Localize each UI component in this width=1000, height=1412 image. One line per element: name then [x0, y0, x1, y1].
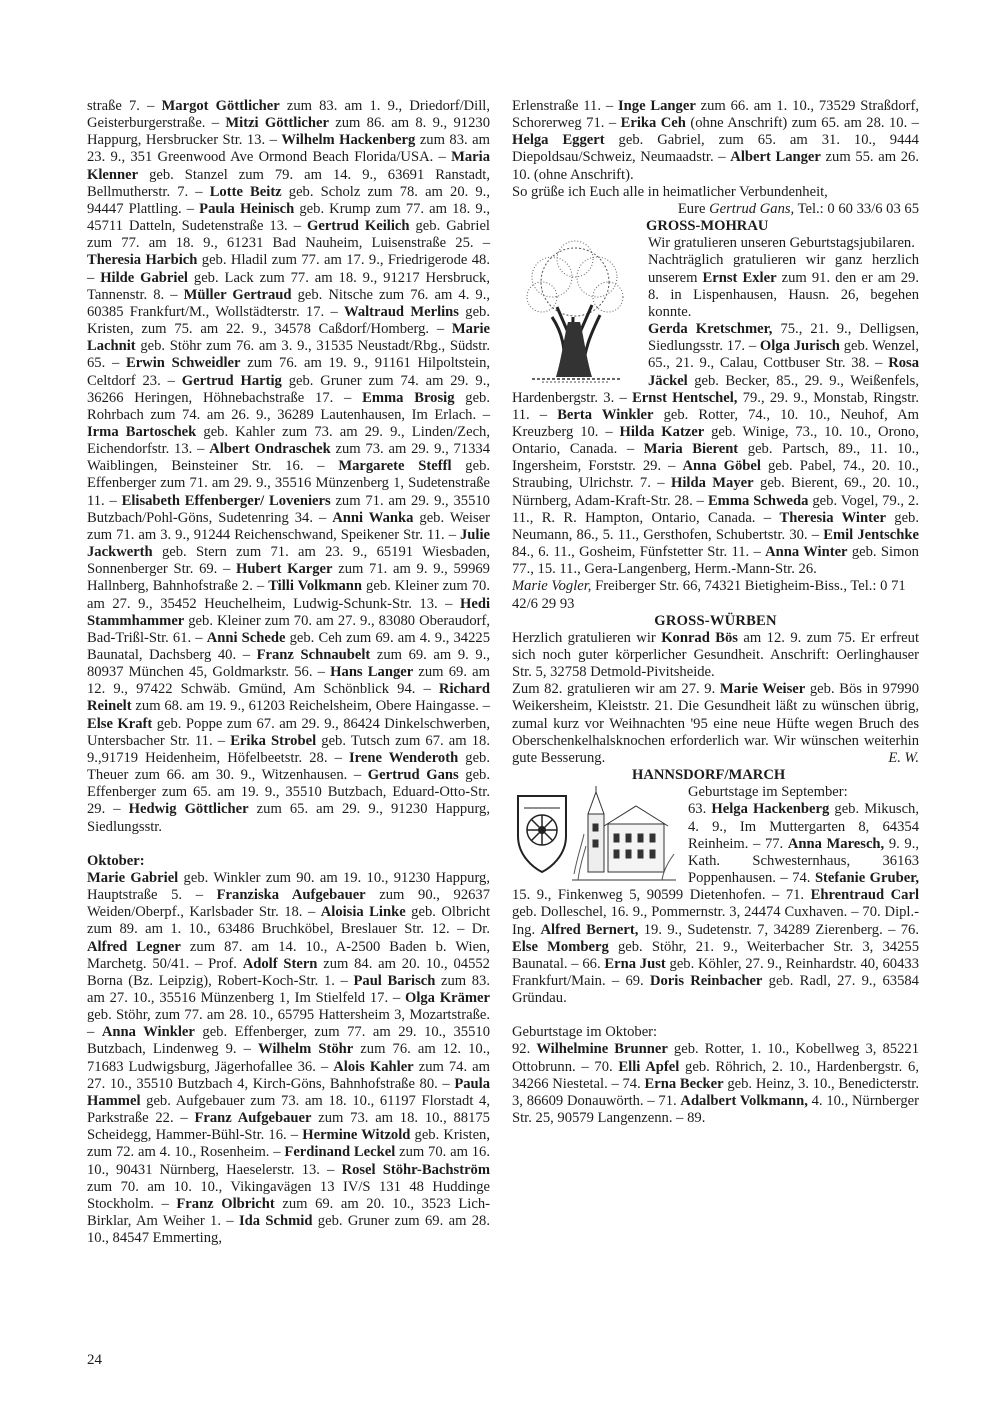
signature-prefix: Eure [677, 200, 710, 217]
hannsdorf-september-intro: Geburtstage im September: [688, 784, 848, 801]
person-name: Adalbert Volkmann, [680, 1092, 808, 1109]
gross-wuerben-paragraph-2 [512, 681, 919, 767]
person-name: Hilda Mayer [671, 475, 754, 492]
person-name: Olga Krämer [404, 989, 490, 1006]
person-name: Helga Hackenberg [711, 801, 830, 818]
person-name: Franziska Aufgebauer [216, 887, 366, 904]
person-name: Mitzi Göttlicher [225, 115, 329, 132]
person-name: Anni Wanka [332, 509, 414, 526]
person-name: Helga Eggert [512, 132, 605, 149]
hannsdorf-heading: HANNSDORF/MARCH [632, 767, 786, 784]
person-name: Ernst Hentschel, [632, 389, 738, 406]
person-name: Anni Schede [206, 629, 286, 646]
person-name: Franz Schnaubelt [256, 647, 371, 663]
person-name: Lotte Beitz [209, 183, 282, 200]
oktober-heading: Oktober: [87, 852, 145, 869]
person-name: Inge Langer [617, 98, 696, 114]
left-column [87, 98, 490, 1247]
person-name: Julie Jackwerth [87, 526, 490, 561]
person-name: Alois Kahler [333, 1058, 414, 1075]
person-name: Wilhelmine Brunner [536, 1041, 668, 1058]
right-column [512, 98, 919, 1127]
person-name: Emil Jentschke [823, 526, 919, 543]
person-name: Marie Weiser [719, 681, 806, 698]
person-name: Albert Langer [730, 149, 821, 166]
person-name: Adolf Stern [242, 955, 318, 972]
person-name: Elisabeth Effenberger/ Loveniers [121, 492, 331, 509]
person-name: Gertrud Hartig [181, 372, 282, 389]
signature-name: Gertrud Gans, [709, 200, 795, 217]
gross-wuerben-heading: GROSS-WÜRBEN [654, 612, 777, 629]
hannsdorf-october-list: 92. Wilhelmine Brunner geb. Rotter, 1. 10., Kobellweg 3, 85221 Ottobrunn. – 70. Elli Apfel geb. Röhrich, 2. 10., Hardenbergstr. 6, 34266 Niestetal. – 74. Erna Becker geb. Heinz, 3. 10., Benedicterstr. 3, 86609 Donauwörth. – 71. Adalbert Volkmann, 4. 10., Nürnberger Str. 25, 90579 Langenzenn. – 89. [512, 1041, 919, 1127]
signature-phone: Tel.: 0 60 33/6 03 65 [794, 200, 919, 217]
person-name: Erika Strobel [230, 732, 317, 749]
gross-mohrau-list: Gerda Kretschmer, 75., 21. 9., Delligsen, Siedlungsstr. 17. – Olga Jurisch geb. Wenzel, 65., 21. 9., Calau, Cottbuser Str. 38. – Rosa Jäckel geb. Becker, 85., 29. 9., Weißenfels, Hardenbergstr. 3. – Ernst Hentschel, 79., 29. 9., Monstab, Ringstr. 11. – Berta Winkler geb. Rotter, 74., 10. 10., Neuhof, Am Kreuzberg 10. – Hilda Katzer geb. Winige, 73., 10. 10., Orono, Ontario, Canada. – Maria Bierent geb. Partsch, 89., 11. 10., Ingersheim, Forststr. 29. – Anna Göbel geb. Pabel, 74., 20. 10., Straubing, Ulrichstr. 7. – Hilda Mayer geb. Bierent, 69., 20. 10., Nürnberg, Adam-Kraft-Str. 28. – Emma Schweda geb. Vogel, 79., 2. 11., R. R. Hampton, Ontario, Canada. – Theresia Winter geb. Neumann, 86., 5. 11., Gersthofen, Schubertstr. 30. – Emil Jentschke 84., 6. 11., Gosheim, Fünfstetter Str. 11. – Anna Winter geb. Simon 77., 15. 11., Gera-Langenberg, Herm.-Mann-Str. 26. [512, 321, 920, 578]
person-name: Franz Olbricht [176, 1195, 275, 1212]
person-name: Konrad Bös [661, 629, 738, 646]
gross-mohrau-signature-name: Marie Vogler, [512, 578, 592, 595]
person-name: Irene Wenderoth [348, 749, 459, 766]
greeting-line: So grüße ich Euch alle in heimatlicher Verbundenheit, [512, 183, 828, 200]
person-name: Rosa Jäckel [648, 355, 919, 389]
person-name: Else Momberg [512, 938, 609, 955]
gross-mohrau-intro: Wir gratulieren unseren Geburtstagsjubilaren. [648, 235, 915, 252]
person-name: Wilhelm Hackenberg [281, 132, 416, 149]
gross-mohrau-heading: GROSS-MOHRAU [646, 218, 769, 235]
person-name: Richard Reinelt [87, 681, 490, 715]
person-name: Gerda Kretschmer, [648, 321, 773, 338]
person-name: Paula Heinisch [199, 200, 295, 217]
coat-of-arms-and-church-illustration [512, 784, 678, 882]
person-name: Anna Göbel [682, 458, 761, 475]
left-paragraph-september: straße 7. – Margot Göttlicher zum 83. am 1. 9., Driedorf/Dill, Geisterburgerstraße. – Mitzi Göttlicher zum 86. am 8. 9., 91230 Happurg, Hersbrucker Str. 13. – Wilhelm Hackenberg zum 83. am 23. 9., 351 Greenwood Ave Ormond Beach Florida/USA. – Maria Klenner geb. Stanzel zum 79. am 14. 9., 63691 Ranstadt, Bellmutherstr. 7. – Lotte Beitz geb. Scholz zum 78. am 20. 9., 94447 Plattling. – Paula Heinisch geb. Krump zum 77. am 18. 9., 45711 Datteln, Sudetenstraße 13. – Gertrud Keilich geb. Gabriel zum 77. am 18. 9., 61231 Bad Nauheim, Luisenstraße 25. – Theresia Harbich geb. Hladil zum 77. am 17. 9., Friedrigerode 48. – Hilde Gabriel geb. Lack zum 77. am 18. 9., 91217 Hersbruck, Tannenstr. 8. – Müller Gertraud geb. Nitsche zum 76. am 4. 9., 60385 Frankfurt/M., Wollstädterstr. 17. – Waltraud Merlins geb. Kristen, zum 75. am 22. 9., 34578 Caßdorf/Homberg. – Marie Lachnit geb. Stöhr zum 76. am 3. 9., 31535 Neustadt/Rbg., Südstr. 65. – Erwin Schweidler zum 76. am 19. 9., 91161 Hilpoltstein, Celtdorf 23. – Gertrud Hartig geb. Gruner zum 74. am 29. 9., 36266 Heringen, Höhnebachstraße 17. – Emma Brosig geb. Rohrbach zum 74. am 26. 9., 36289 Lautenhausen, Im Erlach. – Irma Bartoschek geb. Kahler zum 73. am 29. 9., Linden/Zech, Eichendorfstr. 13. – Albert Ondraschek zum 73. am 29. 9., 71334 Waiblingen, Beinsteiner Str. 16. – Margarete Steffl geb. Effenberger zum 71. am 29. 9., 35516 Münzenberg 1, Sudetenstraße 11. – Elisabeth Effenberger/ Loveniers zum 71. am 29. 9., 35510 Butzbach/Pohl-Göns, Sudetenring 34. – Anni Wanka geb. Weiser zum 71. am 3. 9., 91244 Reichenschwand, Speikener Str. 11. – Julie Jackwerth geb. Stern zum 71. am 23. 9., 65191 Wiesbaden, Sonnenberger Str. 69. – Hubert Karger zum 71. am 9. 9., 59969 Hallnberg, Bahnhofstraße 2. – Tilli Volkmann geb. Kleiner zum 70. am 27. 9., 35452 Heuchelheim, Ludwig-Schunk-Str. 13. – Hedi Stammhammer geb. Kleiner zum 70. am 27. 9., 83080 Oberaudorf, Bad-Trißl-Str. 61. – Anni Schede geb. Ceh zum 69. am 4. 9., 34225 Baunatal, Dachsberg 40. – Franz Schnaubelt zum 69. am 9. 9., 80937 München 45, Goldmarkstr. 56. – Hans Langer zum 69. am 12. 9., 97422 Schwäb. Gmünd, Am Schönblick 94. – Richard Reinelt zum 68. am 19. 9., 61203 Reichelsheim, Obere Haingasse. – Else Kraft geb. Poppe zum 67. am 29. 9., 86424 Dinkelschwerben, Untersbacher Str. 11. – Erika Strobel geb. Tutsch zum 67. am 18. 9.,91719 Heidenheim, Höfelbeetstr. 28. – Irene Wenderoth geb. Theuer zum 66. am 30. 9., Witzenhausen. – Gertrud Gans geb. Effenberger zum 65. am 19. 9., 35510 Butzbach, Eduard-Otto-Str. 29. – Hedwig Göttlicher zum 65. am 29. 9., 91230 Happurg, Siedlungsstr. [87, 98, 491, 835]
person-name: Margarete Steffl [338, 458, 452, 475]
person-name: Marie Gabriel [87, 869, 179, 886]
person-name: Doris Reinbacher [649, 972, 763, 989]
person-name: Paul Barisch [353, 972, 436, 989]
hannsdorf-october-intro: Geburtstage im Oktober: [512, 1024, 658, 1041]
person-name: Erna Just [604, 955, 666, 972]
left-paragraph-oktober: Marie Gabriel geb. Winkler zum 90. am 19. 10., 91230 Happurg, Hauptstraße 5. – Franziska Aufgebauer zum 90., 92637 Weiden/Oberpf., Karlsbader Str. 18. – Aloisia Linke geb. Olbricht zum 89. am 1. 10., 63486 Bruchköbel, Breslauer Str. 12. – Dr. Alfred Legner zum 87. am 14. 10., A-2500 Baden b. Wien, Marchetg. 50/41. – Prof. Adolf Stern zum 84. am 20. 10., 04552 Borna (Bz. Leipzig), Robert-Koch-Str. 1. – Paul Barisch zum 83. am 27. 10., 35516 Münzenberg 1, Im Stielfeld 17. – Olga Krämer geb. Stöhr, zum 77. am 28. 10., 65795 Hattersheim 3, Mozartstraße. – Anna Winkler geb. Effenberger, zum 77. am 29. 10., 35510 Butzbach, Lindenweg 9. – Wilhelm Stöhr zum 76. am 12. 10., 71683 Ludwigsburg, Jägerhofallee 36. – Alois Kahler zum 74. am 27. 10., 35510 Butzbach 4, Kirch-Göns, Bahnhofstraße 80. – Paula Hammel geb. Aufgebauer zum 73. am 18. 10., 61197 Florstadt 4, Parkstraße 22. – Franz Aufgebauer zum 73. am 18. 10., 88175 Scheidegg, Hammer-Bühl-Str. 16. – Hermine Witzold geb. Kristen, zum 72. am 4. 10., Rosenheim. – Ferdinand Leckel zum 70. am 16. 10., 90431 Nürnberg, Haeselerstr. 13. – Rosel Stöhr-Bachström zum 70. am 10. 10., Vikingavägen 13 IV/S 131 48 Huddinge Stockholm. – Franz Olbricht zum 69. am 20. 10., 3523 Lich-Birklar, Am Weiher 1. – Ida Schmid geb. Gruner zum 69. am 28. 10., 84547 Emmerting, [87, 869, 491, 1247]
person-name: Waltraud Merlins [344, 303, 459, 320]
gross-mohrau-signature-address: Freiberger Str. 66, 74321 Bietigheim-Biss., Tel.: 0 71 42/6 29 93 [512, 578, 906, 612]
person-name: Alfred Legner [87, 938, 181, 955]
person-name: Ferdinand Leckel [284, 1144, 396, 1161]
person-name: Alfred Bernert, [540, 921, 639, 938]
person-name: Hans Langer [330, 664, 414, 681]
person-name: Hubert Karger [236, 561, 333, 578]
person-name: Emma Schweda [707, 492, 809, 509]
person-name: Maria Klenner [87, 149, 490, 183]
person-name: Berta Winkler [557, 406, 654, 423]
person-name: Elli Apfel [618, 1058, 680, 1075]
person-name: Erwin Schweidler [125, 355, 241, 372]
person-name: Theresia Harbich [87, 252, 198, 269]
person-name: Margot Göttlicher [161, 98, 280, 114]
gross-wuerben-paragraph-2-text: Zum 82. gratulieren wir am 27. 9. Marie Weiser geb. Bös in 97990 Weikersheim, Kleiststr. 21. Die Gesundheit läßt zu wünschen übrig, zumal kurz vor Weihnachten '95 eine neue Hüfte wegen Bruch des Oberschenkelhalsknochen erforderlich war. Wir wünschen weiterhin gute Besserung. [512, 681, 920, 766]
person-name: Erika Ceh [620, 115, 686, 132]
person-name: Maria Bierent [643, 441, 739, 458]
person-name: Anna Maresch, [787, 835, 885, 852]
person-name: Hedi Stammhammer [87, 595, 490, 629]
person-name: Hedwig Göttlicher [128, 801, 249, 818]
page-number: 24 [87, 1352, 102, 1368]
person-name: Ernst Exler [702, 269, 777, 286]
person-name: Marie Lachnit [87, 321, 490, 355]
person-name: Theresia Winter [779, 509, 886, 526]
person-name: Hilde Gabriel [100, 269, 188, 286]
signature-line [512, 201, 919, 218]
person-name: Hermine Witzold [302, 1127, 411, 1144]
person-name: Rosel Stöhr-Bachström [341, 1161, 490, 1178]
person-name: Irma Bartoschek [87, 423, 197, 440]
person-name: Ida Schmid [238, 1213, 313, 1229]
tree-illustration [512, 237, 638, 385]
person-name: Erna Becker [644, 1075, 724, 1092]
person-name: Albert Ondraschek [209, 441, 331, 458]
person-name: Ehrentraud Carl [810, 887, 920, 904]
person-name: Stefanie Gruber, [814, 870, 919, 887]
person-name: Tilli Volkmann [268, 578, 363, 595]
person-name: Wilhelm Stöhr [258, 1041, 354, 1058]
person-name: Hilda Katzer [619, 423, 705, 440]
gross-mohrau-signature [512, 578, 919, 612]
person-name: Emma Brosig [362, 389, 455, 406]
person-name: Anna Winter [765, 544, 848, 561]
gross-mohrau-late-congrats: Nachträglich gratulieren wir ganz herzlich unserem Ernst Exler zum 91. den er am 29. 8. in Lispenhausen, Hausn. 26, begehen konnte. [648, 252, 919, 320]
person-name: Müller Gertraud [183, 286, 292, 303]
person-name: Aloisia Linke [320, 904, 406, 921]
person-name: Franz Aufgebauer [194, 1110, 312, 1127]
person-name: Else Kraft [87, 715, 153, 732]
gross-wuerben-paragraph-1: Herzlich gratulieren wir Konrad Bös am 12. 9. zum 75. Er erfreut sich noch guter körperlicher Gesundheit. Anschrift: Oerlinghauser Str. 5, 32758 Detmold-Pivitsheide. [512, 629, 920, 681]
right-paragraph-continuation: Erlenstraße 11. – Inge Langer zum 66. am 1. 10., 73529 Straßdorf, Schorerweg 71. – Erika Ceh (ohne Anschrift) zum 65. am 28. 10. – Helga Eggert geb. Gabriel, zum 65. am 31. 10., 9444 Diepoldsau/Schweiz, Neumaadstr. – Albert Langer zum 55. am 26. 10. (ohne Anschrift). [512, 98, 919, 183]
person-name: Gertrud Gans [367, 767, 459, 784]
person-name: Olga Jurisch [759, 338, 840, 355]
gross-wuerben-initials: E. W. [888, 749, 919, 766]
hannsdorf-september-list: 63. Helga Hackenberg geb. Mikusch, 4. 9., Im Muttergarten 8, 64354 Reinheim. – 77. Anna Maresch, 9. 9., Kath. Schwesternhaus, 36163 Poppenhausen. – 74. Stefanie Gruber, 15. 9., Finkenweg 5, 90599 Dietenhofen. – 71. Ehrentraud Carl geb. Dolleschel, 16. 9., Pommernstr. 3, 24474 Cuxhaven. – 70. Dipl.-Ing. Alfred Bernert, 19. 9., Sudetenstr. 7, 34289 Zierenberg. – 76. Else Momberg geb. Stöhr, 21. 9., Weiterbacher Str. 3, 34255 Baunatal. – 66. Erna Just geb. Köhler, 27. 9., Reinhardstr. 40, 60433 Frankfurt/Main. – 69. Doris Reinbacher geb. Radl, 27. 9., 63584 Gründau. [512, 801, 920, 1007]
person-name: Gertrud Keilich [307, 218, 410, 235]
person-name: Paula Hammel [87, 1075, 490, 1109]
person-name: Anna Winkler [101, 1024, 195, 1041]
